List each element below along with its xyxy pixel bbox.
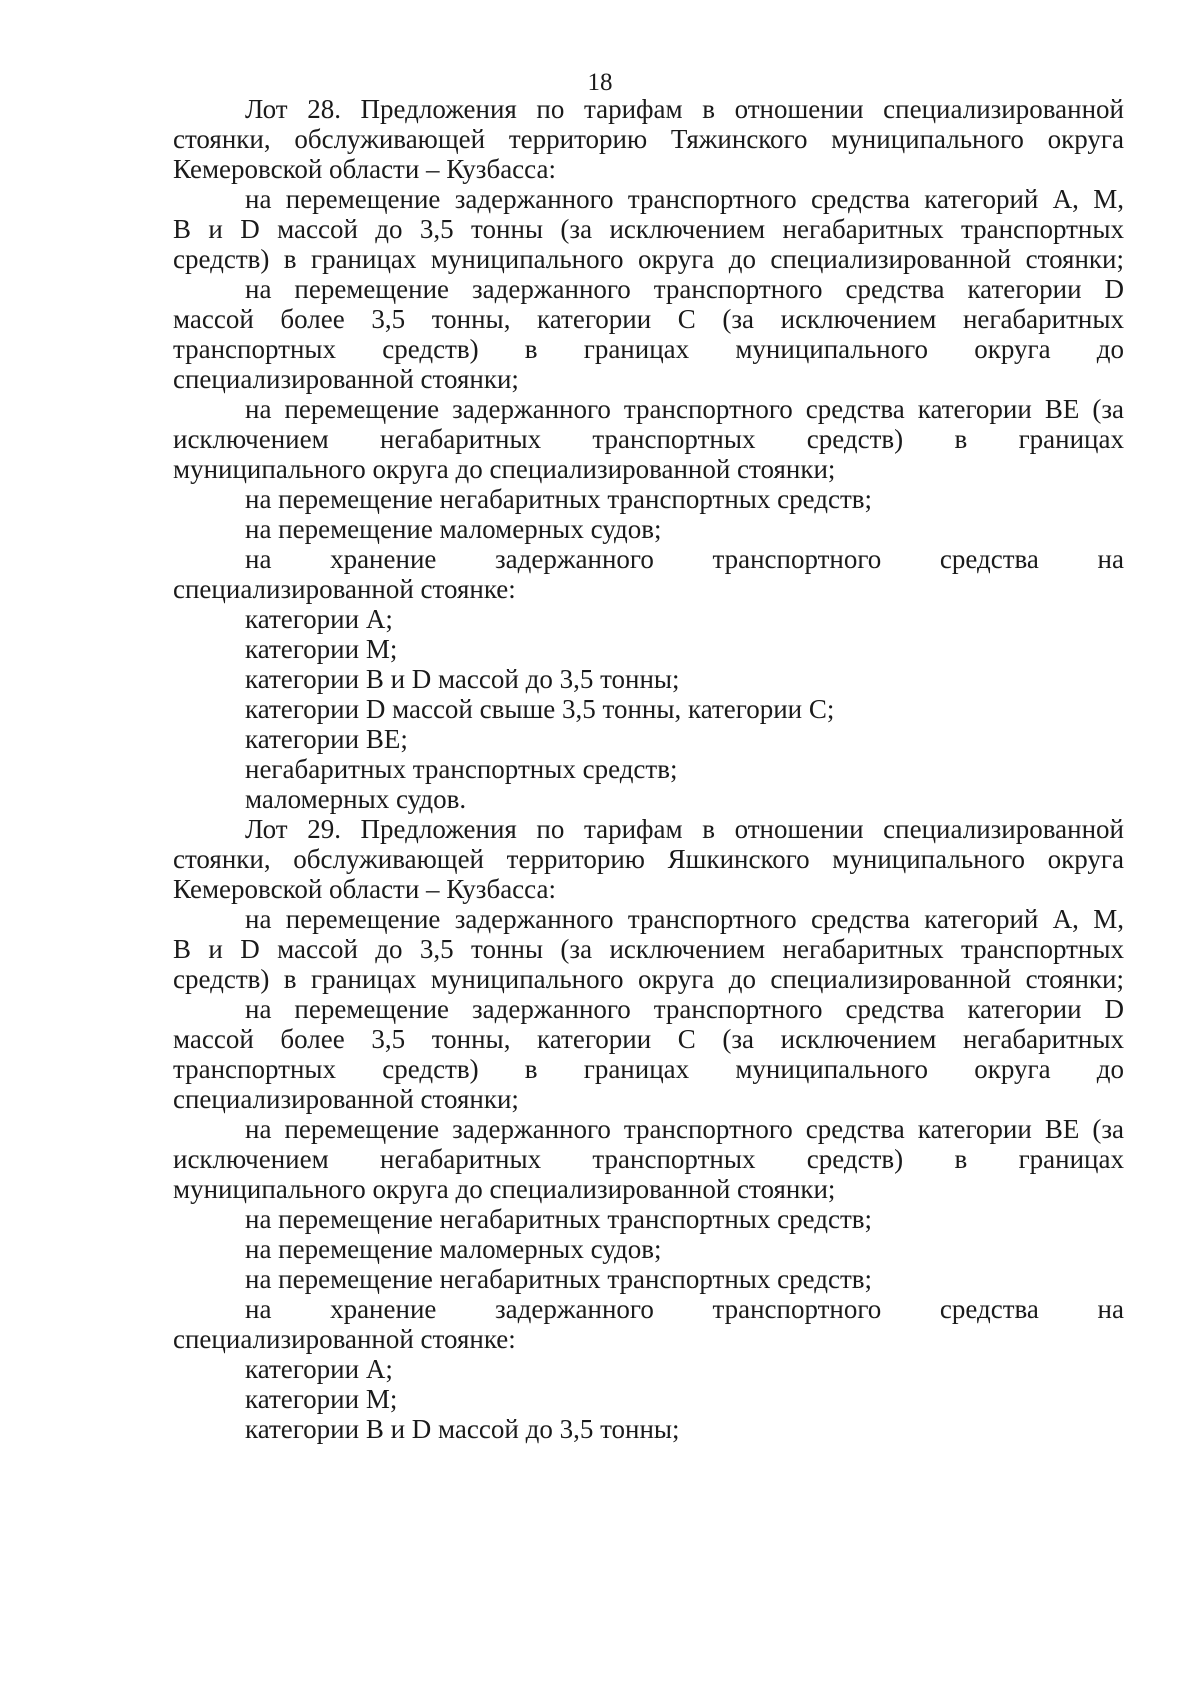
text-line: на перемещение задержанного транспортного средства категорий А, М, (245, 904, 1124, 934)
text-line: Лот 28. Предложения по тарифам в отношении специализированной (245, 94, 1124, 124)
text-line: негабаритных транспортных средств; (245, 754, 678, 784)
text-line: на перемещение негабаритных транспортных средств; (245, 484, 873, 514)
text-line: на перемещение негабаритных транспортных средств; (245, 1264, 873, 1294)
text-line: на перемещение задержанного транспортного средства категории ВЕ (за (245, 1114, 1124, 1144)
text-line: В и D массой до 3,5 тонны (за исключением негабаритных транспортных (173, 934, 1124, 964)
text-line: на перемещение маломерных судов; (245, 514, 662, 544)
text-line: В и D массой до 3,5 тонны (за исключением негабаритных транспортных (173, 214, 1124, 244)
text-line: средств) в границах муниципального округа до специализированной стоянки; (173, 964, 1124, 994)
text-line: транспортных средств) в границах муниципального округа до (173, 334, 1124, 364)
text-line: категории А; (245, 604, 393, 634)
text-line: стоянки, обслуживающей территорию Тяжинского муниципального округа (173, 124, 1124, 154)
text-line: исключением негабаритных транспортных средств) в границах (173, 424, 1124, 454)
text-line: категории А; (245, 1354, 393, 1384)
text-line: категории М; (245, 1384, 398, 1414)
text-line: на перемещение задержанного транспортного средства категорий А, М, (245, 184, 1124, 214)
text-line: средств) в границах муниципального округа до специализированной стоянки; (173, 244, 1124, 274)
text-line: специализированной стоянке: (173, 1324, 516, 1354)
text-line: категории ВЕ; (245, 724, 408, 754)
page-number: 18 (587, 69, 613, 96)
text-line: транспортных средств) в границах муниципального округа до (173, 1054, 1124, 1084)
text-line: муниципального округа до специализированной стоянки; (173, 454, 836, 484)
text-line: специализированной стоянке: (173, 574, 516, 604)
text-line: на перемещение задержанного транспортного средства категории D (245, 274, 1124, 304)
text-line: массой более 3,5 тонны, категории С (за исключением негабаритных (173, 304, 1124, 334)
text-line: на перемещение задержанного транспортного средства категории D (245, 994, 1124, 1024)
text-line: на перемещение негабаритных транспортных средств; (245, 1204, 873, 1234)
text-line: массой более 3,5 тонны, категории С (за исключением негабаритных (173, 1024, 1124, 1054)
text-line: маломерных судов. (245, 784, 467, 814)
text-line: категории D массой свыше 3,5 тонны, категории С; (245, 694, 835, 724)
text-line: Кемеровской области – Кузбасса: (173, 874, 556, 904)
text-line: специализированной стоянки; (173, 364, 519, 394)
text-line: категории В и D массой до 3,5 тонны; (245, 664, 680, 694)
text-line: на перемещение задержанного транспортного средства категории ВЕ (за (245, 394, 1124, 424)
text-line: исключением негабаритных транспортных средств) в границах (173, 1144, 1124, 1174)
text-line: на перемещение маломерных судов; (245, 1234, 662, 1264)
text-line: категории М; (245, 634, 398, 664)
text-line: стоянки, обслуживающей территорию Яшкинского муниципального округа (173, 844, 1124, 874)
text-line: Кемеровской области – Кузбасса: (173, 154, 556, 184)
text-line: муниципального округа до специализированной стоянки; (173, 1174, 836, 1204)
text-line: категории В и D массой до 3,5 тонны; (245, 1414, 680, 1444)
text-line: на хранение задержанного транспортного средства на (245, 544, 1124, 574)
text-line: Лот 29. Предложения по тарифам в отношении специализированной (245, 814, 1124, 844)
text-line: на хранение задержанного транспортного средства на (245, 1294, 1124, 1324)
text-line: специализированной стоянки; (173, 1084, 519, 1114)
